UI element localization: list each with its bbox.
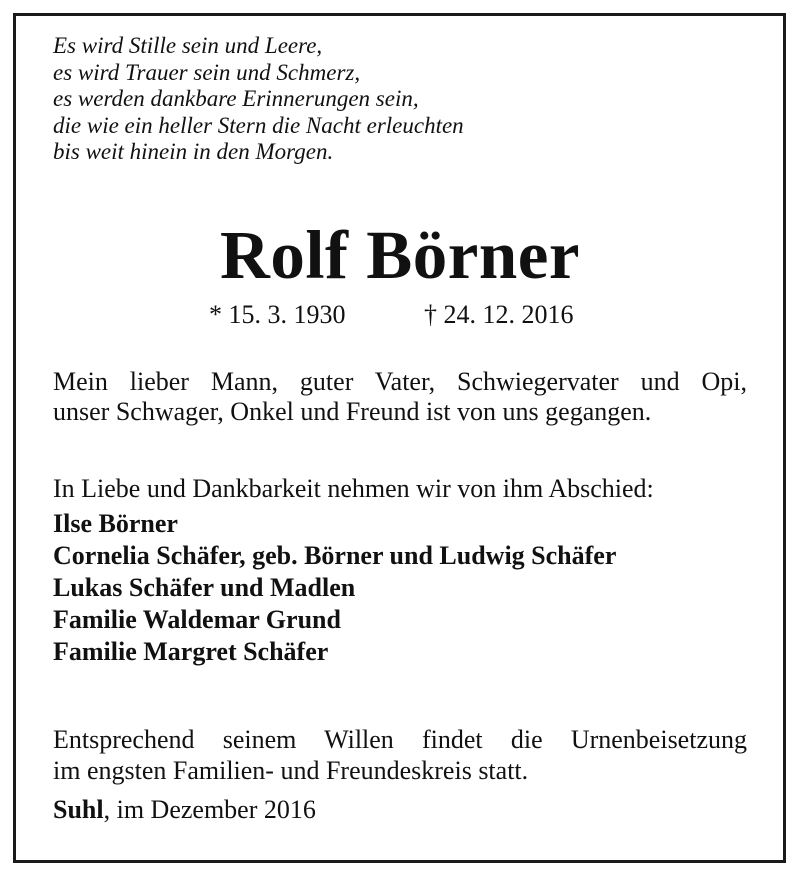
poem-line: es wird Trauer sein und Schmerz, xyxy=(53,59,361,85)
poem-line: die wie ein heller Stern die Nacht erleuchten xyxy=(53,112,464,138)
burial-line: im engsten Familien- und Freundeskreis statt. xyxy=(53,756,529,785)
deceased-name: Rolf Börner xyxy=(219,217,580,293)
message-line: unser Schwager, Onkel und Freund ist von uns gegangen. xyxy=(53,397,652,426)
burial-line: Entsprechend seinem Willen findet die Urnenbeisetzung xyxy=(53,725,747,754)
mourner-name: Familie Waldemar Grund xyxy=(53,605,341,634)
mourner-name: Lukas Schäfer und Madlen xyxy=(53,573,356,602)
mourner-name: Familie Margret Schäfer xyxy=(53,637,329,666)
poem-line: bis weit hinein in den Morgen. xyxy=(53,139,334,164)
poem-line: Es wird Stille sein und Leere, xyxy=(53,33,323,58)
birth-date: * 15. 3. 1930 xyxy=(209,300,346,329)
poem-line: es werden dankbare Erinnerungen sein, xyxy=(53,86,419,111)
memorial-poem xyxy=(53,33,464,166)
message-line: Mein lieber Mann, guter Vater, Schwiegervater und Opi, xyxy=(53,367,747,396)
signoff xyxy=(53,794,316,826)
mourner-name: Ilse Börner xyxy=(53,509,178,538)
mourners-list xyxy=(53,508,616,668)
death-date: † 24. 12. 2016 xyxy=(424,300,574,329)
mourner-name: Cornelia Schäfer, geb. Börner und Ludwig Schäfer xyxy=(53,541,617,570)
farewell-intro: In Liebe und Dankbarkeit nehmen wir von ihm Abschied: xyxy=(53,474,654,503)
signoff-place: Suhl xyxy=(53,795,104,824)
signoff-date: , im Dezember 2016 xyxy=(103,795,316,824)
